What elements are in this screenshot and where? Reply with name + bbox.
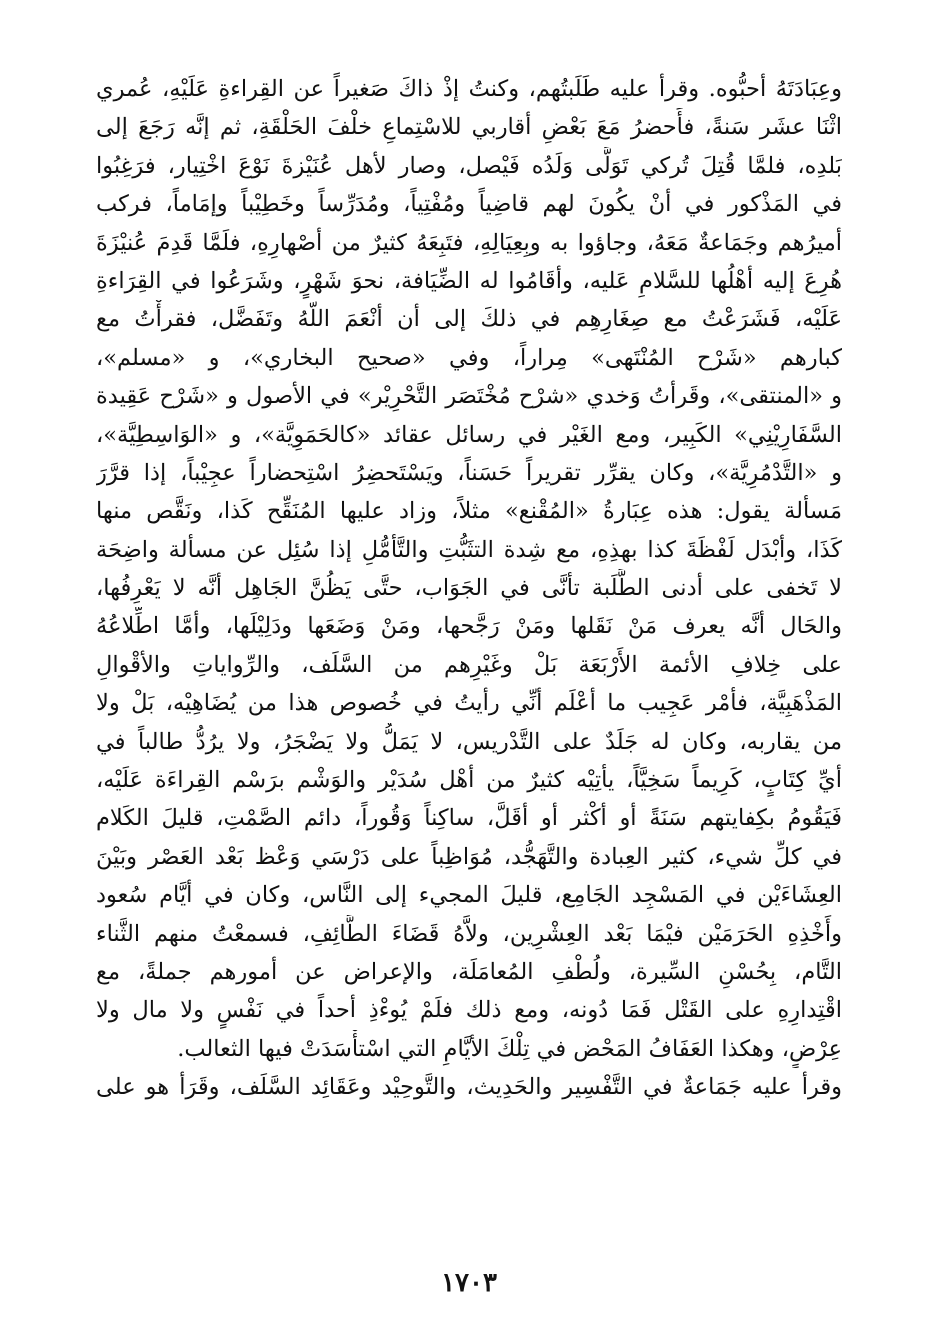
text-line: المَذْهَبِيَّة، فأمْر عَجِيب ما أعْلَم أنِّي رأيتُ في خُصوص هذا من يُضَاهِيْه، بَلْ ولا (96, 690, 842, 717)
text-line: وأَخْذِهِ الحَرَمَيْن فيْمَا بَعْد العِشْرِين، ولاَّهُ قَضَاءَ الطَّائِفِ، فسمعْتُ منهم الثَّناء (96, 920, 842, 947)
text-line: والحَال أنَّه يعرف مَنْ نَقَلها ومَنْ رَجَّحها، ومَنْ وَضَعَها ودَلِيْلَها، وأمَّا اطِّلاعُهُ (96, 613, 842, 640)
text-line: عِرْضٍ، وهكذا العَفَافُ المَحْض في تِلْكَ الأيَّامِ التي اسْتأْسَدَتْ فيها الثعالب. (177, 1035, 842, 1062)
text-line: على خِلافِ الأئمة الأَرْبَعَة بَلْ وغَيْرِهم من السَّلَف، والرِّواياتِ والأقْوالِ (96, 651, 842, 678)
text-line: وقرأ عليه جَمَاعةٌ في التَّفْسِير والحَدِيث، والتَّوحِيْد وعَقَائِد السَّلَف، وقَرَأ هو على (96, 1074, 842, 1101)
text-line: في المَذْكور في أنْ يكُونَ لهم قاضِياً ومُفْتِياً، ومُدَرِّساً وخَطِيْباً وإمَاماً، فركب (96, 191, 842, 218)
page-number: ١٧٠٣ (441, 1268, 497, 1298)
text-line: بَلدِه، فلمَّا قُتِلَ تُركي تَوَلَّى وَلَدُه فَيْصل، وصار لأهل عُنَيْزةَ نَوْعَ اخْتِيار، فرَغِبُوا (96, 152, 842, 179)
text-line: و «المنتقى»، وقَرأتُ وَخدي «شرْح مُخْتَصَر التَّحْرِيْر» في الأصول و «شَرْح عَقِيدة (96, 383, 842, 410)
text-line: السَّفَارِيْنِي» الكَبِير، ومع الغَيْر في رسائل عقائد «كالحَمَوِيَّة»، و «الوَاسِطِيَّة»، (96, 421, 842, 448)
text-line: كبارهم «شَرْح المُنْتَهى» مِراراً، وفي «صحيح البخاري»، و «مسلم»، (96, 344, 842, 371)
body-text (96, 70, 842, 1107)
text-line: عَلَيْه، فَشَرَعْتُ مع صِغَارِهِم في ذلكَ إلى أن أنْعَمَ اللّهُ وتَفَضَّل، فقرأْتُ مع (96, 306, 842, 333)
text-line: اثْنَا عشَر سَنةً، فأَحضرُ مَعَ بَعْضِ أقاربي للاسْتِماعِ خلْفَ الحَلْقَةِ، ثم إنَّه رَجَعَ إلى (96, 114, 842, 141)
text-line: من يقاربه، وكان له جَلَدٌ على التَّدْريس، لا يَمَلُّ ولا يَضْجَرُ، ولا يرُدُّ طالباً في (96, 728, 842, 755)
text-line: لا تَخفى على أدنى الطَّلَبة تأنَّى في الجَوَاب، حتَّى يَظُنَّ الجَاهِل أنَّه لا يَعْرِفُها، (96, 575, 842, 602)
text-line: أميرُهم وجَمَاعةٌ مَعَهُ، وجاؤوا به وبِعِيَالِهِ، فتَبِعَهُ كثيرٌ من أصْهارِهِ، فلَمَّا قَدِمَ عُنيْزَةَ (96, 229, 842, 256)
text-line: اقْتِدارِهِ على القَتْل فَمَا دُونه، ومع ذلك فلَمْ يُوءْذِ أحداً في نَفْسٍ ولا مال ولا (96, 997, 842, 1024)
text-line: فَيَقُومُ بكِفايتهم سَنَةً أو أكْثر أو أقَلَّ، ساكِناً وَقُوراً، دائم الصَّمْتِ، قليلَ الكَلام (96, 805, 842, 832)
text-line: و «التَّدْمُرِيَّة»، وكان يقرِّر تقريراً حَسَناً، ويَسْتَحضِرُ اسْتِحضاراً عجِيْباً، إذا قرَّرَ (96, 459, 842, 486)
text-line: العِشَاءَيْن في المَسْجِد الجَامِع، قليلَ المجيء إلى النَّاس، وكان في أيَّام سُعود (96, 882, 842, 909)
text-line: في كلِّ شيء، كثير العِبادة والتَّهَجُّد، مُوَاظِباً على دَرْسَي وَعْظ بَعْد العَصْر وبَيْنَ (96, 843, 842, 870)
text-line: التَّام، بِحُسْنِ السِّيرة، ولُطْفِ المُعامَلَة، والإعراض عن أمورهم جملةً، مع (96, 958, 842, 985)
text-line: أيِّ كِتَابٍ، كَرِيماً سَخِيَّاً، يأتِيْه كثيرٌ من أهْل سُدَيْر والوَشْم برَسْم القِراءَة عَلَيْه، (96, 767, 842, 794)
text-line: كَذَا، وأبْدَل لَفْظَةَ كذا بهذِهِ، مع شِدة التثَبُّتِ والتَّأمُّلِ إذا سُئِل عن مسألة واضِحَة (96, 536, 842, 563)
text-line: هُرِعَ إليه أهْلُها للسَّلامِ عَليه، وأقَامُوا له الضِّيَافة، نحوَ شَهْرٍ، وشَرَعُوا في القِرَاءةِ (96, 267, 842, 294)
text-line: وعِبَادَتَهُ أحبُّوه. وقرأ عليه طَلَبتُهم، وكنتُ إذْ ذاكَ صَغيراً عن القِراءةِ عَلَيْهِ، عُمري (96, 76, 842, 102)
text-line: مَسألة يقول: هذه عِبَارةُ «المُقْنع» مثلاً، وزاد عليها المُنَقِّح كَذا، ونَقَّص منها (96, 498, 842, 525)
